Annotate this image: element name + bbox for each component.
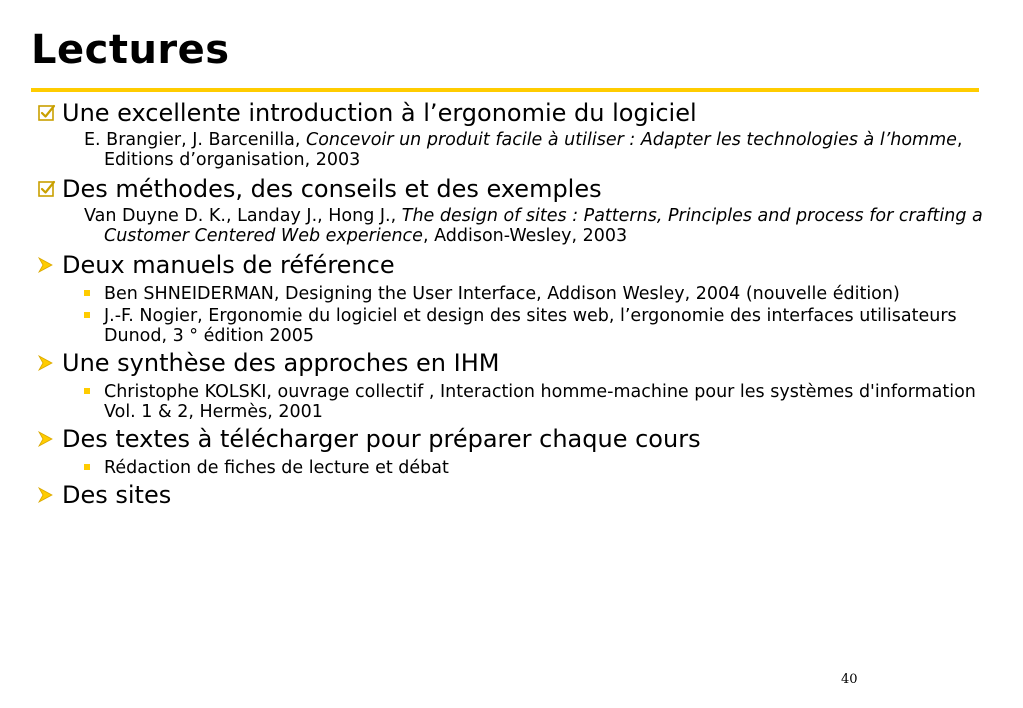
list-item [37, 248, 987, 346]
list-item [37, 346, 987, 422]
reference-title: The design of sites : Patterns, Principles and process for crafting a Customer Centered Web experience [104, 206, 983, 246]
sub-item-text: Rédaction de fiches de lecture et débat [104, 458, 449, 478]
item-text: Des textes à télécharger pour préparer chaque cours [62, 425, 701, 453]
slide-body [37, 96, 987, 512]
sub-item-text: Christophe KOLSKI, ouvrage collectif , Interaction homme-machine pour les systèmes d'information Vol. 1 & 2, Hermès, 2001 [104, 382, 976, 422]
bullet-square-icon [84, 388, 90, 394]
sub-item [84, 458, 987, 478]
title-underline [31, 88, 979, 92]
checkbox-icon [37, 103, 62, 123]
reference-publisher: , Editions d’organisation, 2003 [104, 130, 963, 170]
page-number: 40 [841, 672, 858, 687]
slide-title: Lectures [31, 27, 230, 73]
sub-item [84, 382, 987, 422]
bullet-square-icon [84, 290, 90, 296]
list-item [37, 478, 987, 512]
item-text: Des sites [62, 481, 172, 509]
reference-publisher: , Addison-Wesley, 2003 [422, 226, 628, 246]
list-item [37, 172, 987, 246]
sub-item-text: Ben SHNEIDERMAN, Designing the User Interface, Addison Wesley, 2004 (nouvelle édition) [104, 284, 900, 304]
arrow-icon [37, 255, 62, 275]
sub-item [84, 306, 987, 346]
list-item [37, 422, 987, 478]
list-item [37, 96, 987, 170]
sub-item [84, 284, 987, 304]
reference [84, 130, 987, 170]
arrow-icon [37, 485, 62, 505]
item-text: Des méthodes, des conseils et des exemples [62, 175, 602, 203]
reference-authors: E. Brangier, J. Barcenilla, [84, 130, 306, 150]
reference-title: Concevoir un produit facile à utiliser : Adapter les technologies à l’homme [306, 130, 957, 150]
arrow-icon [37, 429, 62, 449]
reference [84, 206, 987, 246]
sub-item-text: J.-F. Nogier, Ergonomie du logiciel et design des sites web, l’ergonomie des interfaces utilisateurs Dunod, 3 ° édition 2005 [104, 306, 957, 346]
arrow-icon [37, 353, 62, 373]
checkbox-icon [37, 179, 62, 199]
bullet-square-icon [84, 312, 90, 318]
reference-authors: Van Duyne D. K., Landay J., Hong J., [84, 206, 402, 226]
bullet-square-icon [84, 464, 90, 470]
item-text: Une synthèse des approches en IHM [62, 349, 500, 377]
item-text: Deux manuels de référence [62, 251, 395, 279]
item-text: Une excellente introduction à l’ergonomie du logiciel [62, 99, 697, 127]
